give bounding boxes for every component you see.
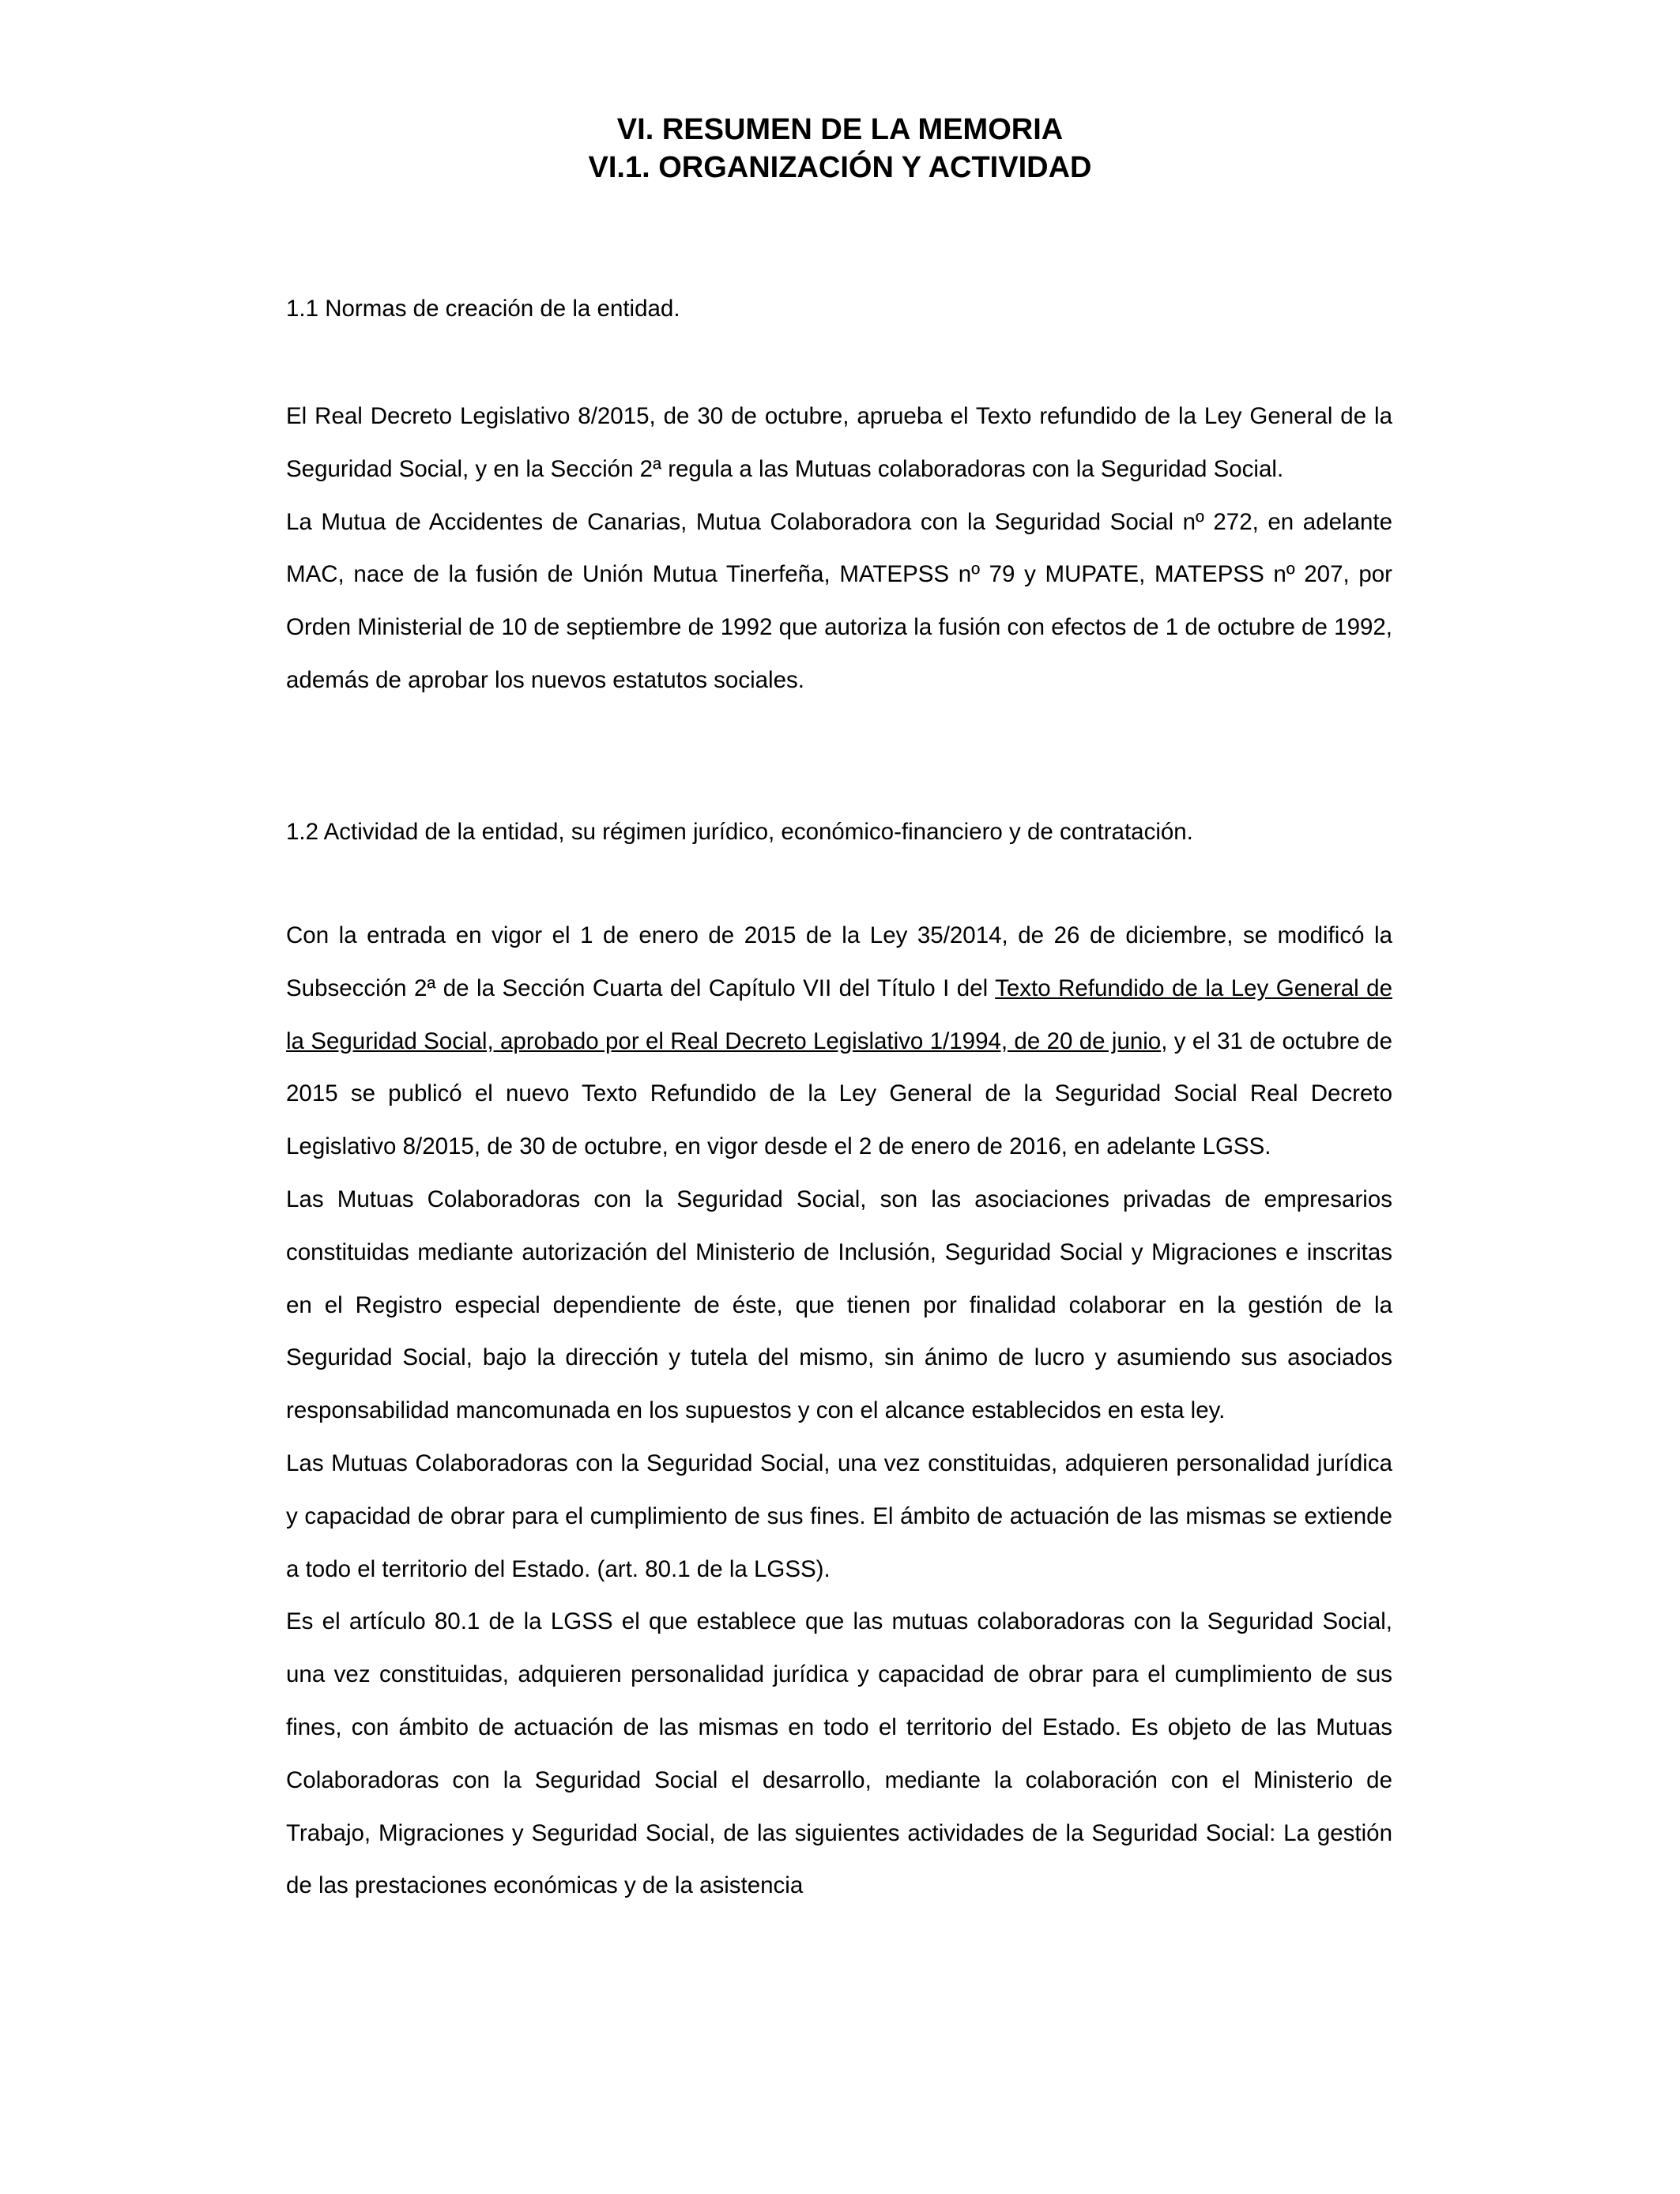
paragraph: Es el artículo 80.1 de la LGSS el que establece que las mutuas colaboradoras con la Seguridad Social, una vez constituidas, adquieren personalidad jurídica y capacidad de obrar para el cumplimiento de sus fines, con ámbito de actuación de las mismas en todo el territorio del Estado. Es objeto de las Mutuas Colaboradoras con la Seguridad Social el desarrollo, mediante la colaboración con el Ministerio de Trabajo, Migraciones y Seguridad Social, de las siguientes actividades de la Seguridad Social: La gestión de las prestaciones económicas y de la asistencia xyxy=(286,1608,1392,1899)
section-1-heading: 1.1 Normas de creación de la entidad. xyxy=(286,296,680,322)
paragraph-with-reference xyxy=(286,910,1392,1174)
document-title: VI. RESUMEN DE LA MEMORIA xyxy=(616,113,1064,146)
section-1-body xyxy=(286,390,1392,707)
section-2-body xyxy=(286,910,1392,1913)
paragraph: La Mutua de Accidentes de Canarias, Mutua Colaboradora con la Seguridad Social nº 272, en adelante MAC, nace de la fusión de Unión Mutua Tinerfeña, MATEPSS nº 79 y MUPATE, MATEPSS nº 207, por Orden Ministerial de 10 de septiembre de 1992 que autoriza la fusión con efectos de 1 de octubre de 1992, además de aprobar los nuevos estatutos sociales. xyxy=(286,508,1392,693)
paragraph: El Real Decreto Legislativo 8/2015, de 30 de octubre, aprueba el Texto refundido de la Ley General de la Seguridad Social, y en la Sección 2ª regula a las Mutuas colaboradoras con la Seguridad Social. xyxy=(286,403,1392,482)
document-subtitle: VI.1. ORGANIZACIÓN Y ACTIVIDAD xyxy=(588,151,1092,184)
paragraph-text: Con la entrada en vigor el 1 de enero de 2015 de la Ley 35/2014, de 26 de diciembre, se modificó la Subsección 2ª de la Sección Cuarta del Capítulo VII del Título I del xyxy=(286,922,1392,1001)
paragraph: Las Mutuas Colaboradoras con la Seguridad Social, son las asociaciones privadas de empresarios constituidas mediante autorización del Ministerio de Inclusión, Seguridad Social y Migraciones e inscritas en el Registro especial dependiente de éste, que tienen por finalidad colaborar en la gestión de la Seguridad Social, bajo la dirección y tutela del mismo, sin ánimo de lucro y asumiendo sus asociados responsabilidad mancomunada en los supuestos y con el alcance establecidos en esta ley. xyxy=(286,1186,1392,1424)
paragraph: Las Mutuas Colaboradoras con la Seguridad Social, una vez constituidas, adquieren personalidad jurídica y capacidad de obrar para el cumplimiento de sus fines. El ámbito de actuación de las mismas se extiende a todo el territorio del Estado. (art. 80.1 de la LGSS). xyxy=(286,1449,1392,1582)
section-2-heading: 1.2 Actividad de la entidad, su régimen jurídico, económico-financiero y de contratación. xyxy=(286,819,1193,845)
law-reference-link[interactable]: Texto Refundido de la Ley General de la Seguridad Social, aprobado por el Real Decreto Legislativo 1/1994, de 20 de junio xyxy=(286,974,1393,1054)
paragraph-text: , y el 31 de octubre de 2015 se publicó el nuevo Texto Refundido de la Ley General de la Seguridad Social Real Decreto Legislativo 8/2015, de 30 de octubre, en vigor desde el 2 de enero de 2016, en adelante LGSS. xyxy=(286,1027,1392,1160)
